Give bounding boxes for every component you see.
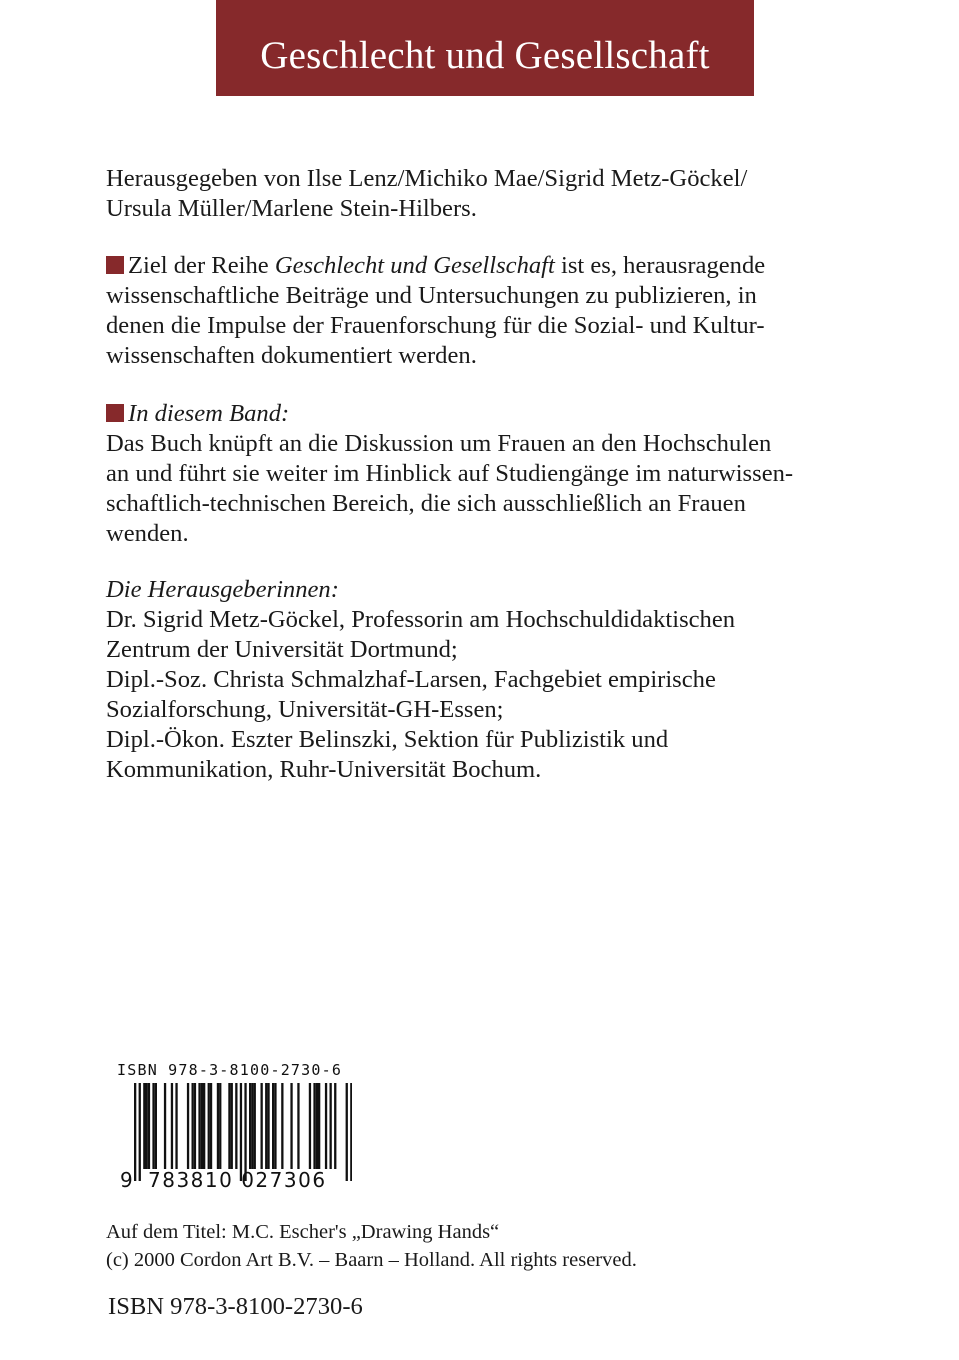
- barcode-bar: [231, 1083, 233, 1169]
- barcode-bar: [290, 1083, 292, 1169]
- volume-description: [106, 399, 896, 549]
- goal-line: wissenschaftliche Beiträge und Untersuchungen zu publizieren, in: [106, 282, 757, 309]
- barcode-bar: [203, 1083, 205, 1169]
- editors-bio-line: Zentrum der Universität Dortmund;: [106, 636, 458, 663]
- isbn-barcode: [112, 1061, 362, 1191]
- goal-line: wissenschaften dokumentiert werden.: [106, 342, 477, 369]
- barcode-bar: [334, 1083, 336, 1169]
- barcode-bar: [274, 1083, 276, 1169]
- barcode-bar: [194, 1083, 196, 1169]
- credit-line: (c) 2000 Cordon Art B.V. – Baarn – Holland. All rights reserved.: [106, 1249, 637, 1271]
- barcode-bar: [318, 1083, 320, 1169]
- barcode-bar: [134, 1083, 136, 1181]
- barcode-bar: [171, 1083, 173, 1169]
- barcode-bar: [139, 1083, 141, 1181]
- barcode-bar: [192, 1083, 194, 1169]
- barcode-bar: [187, 1083, 189, 1169]
- barcode-bar: [201, 1083, 203, 1169]
- volume-line: schaftlich-technischen Bereich, die sich ausschließlich an Frauen: [106, 490, 746, 517]
- barcode-isbn-label: ISBN 978-3-8100-2730-6: [117, 1061, 343, 1079]
- barcode-bar: [219, 1083, 221, 1169]
- barcode-bar: [272, 1083, 274, 1169]
- barcode-bar: [148, 1083, 150, 1169]
- barcode-bar: [316, 1083, 318, 1169]
- editors-bio-line: Dr. Sigrid Metz-Göckel, Professorin am Hochschuldidaktischen: [106, 606, 736, 633]
- editors-bio-line: Kommunikation, Ruhr-Universität Bochum.: [106, 756, 542, 783]
- editors-line: Ursula Müller/Marlene Stein-Hilbers.: [106, 195, 477, 222]
- barcode-digit-first: 9: [120, 1168, 133, 1192]
- barcode-bar: [309, 1083, 311, 1169]
- barcode-bar: [143, 1083, 145, 1169]
- barcode-bar: [346, 1083, 348, 1181]
- isbn-text: ISBN 978-3-8100-2730-6: [108, 1293, 363, 1320]
- barcode-bar: [240, 1083, 242, 1181]
- editors-paragraph: [106, 164, 896, 224]
- barcode-bar: [297, 1083, 299, 1169]
- volume-heading-line: [106, 399, 896, 429]
- barcode-bar: [217, 1083, 219, 1169]
- goal-line: denen die Impulse der Frauenforschung für die Sozial- und Kultur-: [106, 312, 765, 339]
- barcode-bar: [281, 1083, 283, 1169]
- barcode-bar: [267, 1083, 269, 1169]
- barcode-bar: [330, 1083, 332, 1169]
- series-banner: [216, 0, 754, 96]
- barcode-bar: [251, 1083, 253, 1169]
- barcode-bar: [155, 1083, 157, 1169]
- barcode-bar: [261, 1083, 263, 1169]
- barcode-bar: [146, 1083, 148, 1169]
- volume-line: an und führt sie weiter im Hinblick auf Studiengänge im naturwissen-: [106, 460, 794, 487]
- editors-bio: [106, 575, 896, 785]
- editors-bio-heading: Die Herausgeberinnen:: [106, 576, 339, 603]
- credit-line: Auf dem Titel: M.C. Escher's „Drawing Hands“: [106, 1221, 500, 1243]
- goal-text-before: Ziel der Reihe: [128, 252, 275, 279]
- cover-credit: [106, 1218, 896, 1274]
- barcode-bar: [198, 1083, 200, 1169]
- barcode-bar: [164, 1083, 166, 1169]
- editors-bio-line: Sozialforschung, Universität-GH-Essen;: [106, 696, 504, 723]
- editors-bio-line: Dipl.-Soz. Christa Schmalzhaf-Larsen, Fachgebiet empirische: [106, 666, 716, 693]
- barcode-bar: [210, 1083, 212, 1169]
- editors-line: Herausgegeben von Ilse Lenz/Michiko Mae/Sigrid Metz-Göckel/: [106, 165, 748, 192]
- barcode-bar: [265, 1083, 267, 1169]
- series-goal-paragraph: [106, 251, 896, 371]
- goal-series-name: Geschlecht und Gesellschaft: [274, 252, 555, 279]
- volume-line: wenden.: [106, 520, 189, 547]
- editors-bio-line: Dipl.-Ökon. Eszter Belinszki, Sektion für Publizistik und: [106, 726, 669, 753]
- barcode-bar: [175, 1083, 177, 1169]
- barcode-digits: 783810 027306: [148, 1168, 327, 1192]
- barcode-bar: [249, 1083, 251, 1169]
- barcode-bar: [235, 1083, 237, 1169]
- series-title: Geschlecht und Gesellschaft: [260, 33, 710, 77]
- barcode-bar: [228, 1083, 230, 1169]
- barcode-bar: [325, 1083, 327, 1169]
- goal-line: [106, 251, 896, 281]
- bullet-square-icon: [106, 404, 124, 422]
- barcode-bar: [350, 1083, 352, 1181]
- barcode-bar: [313, 1083, 315, 1169]
- volume-heading: In diesem Band:: [128, 400, 290, 427]
- goal-text-after: ist es, herausragende: [554, 252, 766, 279]
- bullet-square-icon: [106, 256, 124, 274]
- barcode-bar: [244, 1083, 246, 1181]
- barcode-bar: [208, 1083, 210, 1169]
- barcode-bar: [152, 1083, 154, 1169]
- barcode-bar: [254, 1083, 256, 1169]
- volume-line: Das Buch knüpft an die Diskussion um Frauen an den Hochschulen: [106, 430, 772, 457]
